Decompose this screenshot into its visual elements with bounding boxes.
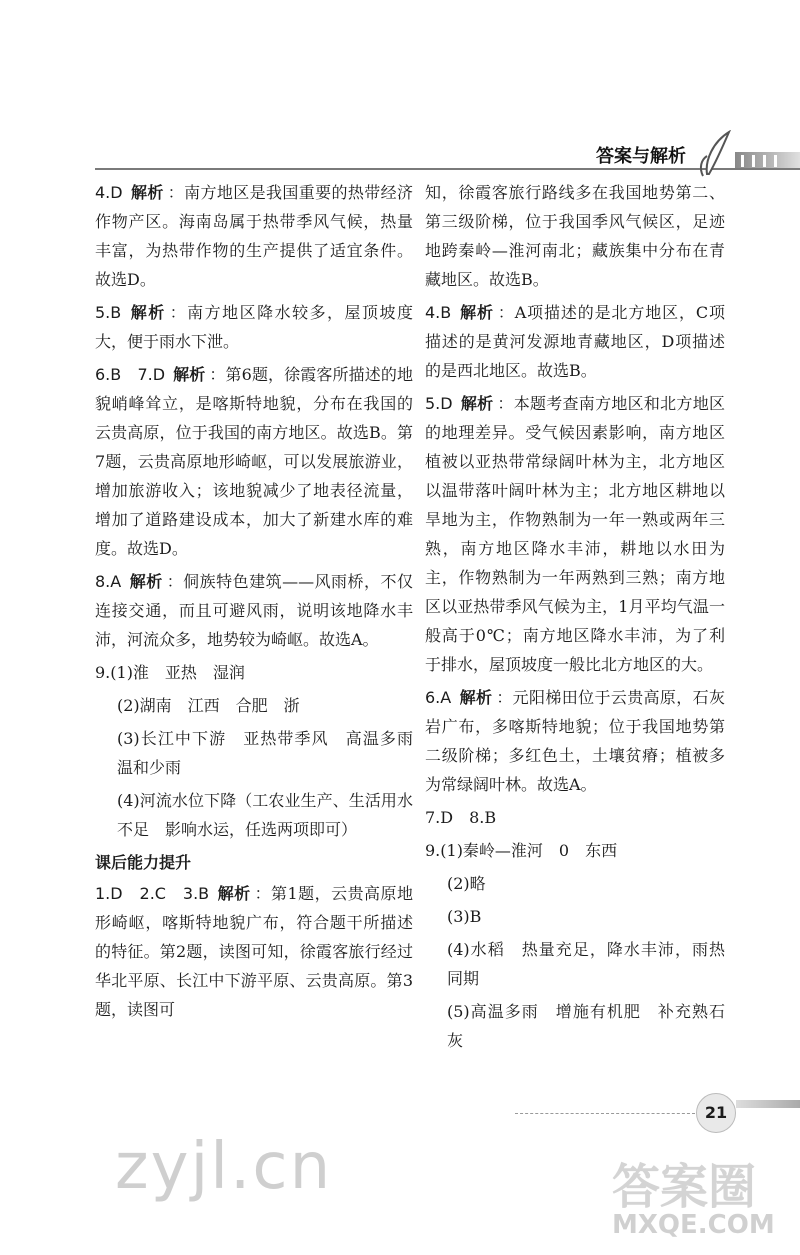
answer-number: 4.D bbox=[95, 183, 123, 202]
analysis-label: 解析 bbox=[460, 394, 494, 413]
answer-item bbox=[95, 724, 430, 782]
answer-item bbox=[95, 786, 413, 844]
page-number: 21 bbox=[696, 1093, 736, 1133]
answer-text: (3)长江中下游 亚热带季风 高温多雨 温和少雨 bbox=[117, 729, 430, 777]
answer-text: (2)略 bbox=[447, 874, 486, 893]
analysis-label: 解析 bbox=[129, 572, 163, 591]
answer-item bbox=[425, 178, 725, 294]
answer-text: 7.D 8.B bbox=[425, 808, 497, 827]
answer-item bbox=[95, 658, 413, 687]
analysis-label: 解析 bbox=[459, 303, 494, 322]
answer-item bbox=[425, 997, 725, 1055]
answer-text: (4)水稻 热量充足，降水丰沛，雨热同期 bbox=[447, 940, 725, 988]
answer-item bbox=[95, 178, 413, 294]
answer-item bbox=[425, 389, 725, 679]
answer-text: ：第1题，云贵高原地形崎岖，喀斯特地貌广布，符合题干所描述的特征。第2题，读图可知，徐霞客旅行经过华北平原、长江中下游平原、云贵高原。第3题，读图可 bbox=[95, 884, 413, 1019]
answer-text: ：第6题，徐霞客所描述的地貌峭峰耸立，是喀斯特地貌，分布在我国的云贵高原，位于我国的南方地区。故选B。第7题，云贵高原地形崎岖，可以发展旅游业，增加旅游收入；该地貌减少了地表径流量，增加了道路建设成本，加大了新建水库的难度。故选D。 bbox=[95, 365, 413, 558]
analysis-label: 解析 bbox=[173, 365, 206, 384]
left-column bbox=[95, 178, 430, 1028]
answer-text: ：侗族特色建筑——风雨桥，不仅连接交通，而且可避风雨，说明该地降水丰沛，河流众多，地势较为崎岖。故选A。 bbox=[95, 572, 413, 649]
section-title: 课后能力提升 bbox=[95, 853, 192, 872]
answer-text: 9.(1)淮 亚热 湿润 bbox=[95, 663, 245, 682]
quill-pen-icon bbox=[695, 130, 735, 180]
analysis-label: 解析 bbox=[217, 884, 251, 903]
answer-number: 6.B 7.D bbox=[95, 365, 166, 384]
answer-text: (2)湖南 江西 合肥 浙 bbox=[117, 696, 300, 715]
analysis-label: 解析 bbox=[459, 688, 493, 707]
answer-text: (5)高温多雨 增施有机肥 补充熟石灰 bbox=[447, 1002, 725, 1050]
watermark-url: MXQE.COM bbox=[612, 1210, 775, 1240]
analysis-label: 解析 bbox=[130, 183, 164, 202]
watermark-left: zyjl.cn bbox=[115, 1130, 333, 1204]
right-column bbox=[425, 178, 725, 1059]
answer-text: ：本题考查南方地区和北方地区的地理差异。受气候因素影响，南方地区植被以亚热带常绿阔叶林为主，北方地区以温带落叶阔叶林为主；北方地区耕地以旱地为主，作物熟制为一年一熟或两年三熟，南方地区降水丰沛，耕地以水田为主，作物熟制为一年两熟到三熟；南方地区以亚热带季风气候为主，1月平均气温一般高于0℃；南方地区降水丰沛，为了利于排水，屋顶坡度一般比北方地区的大。 bbox=[425, 394, 725, 674]
header-title: 答案与解析 bbox=[590, 142, 692, 168]
answer-item bbox=[95, 691, 413, 720]
answer-text: 9.(1)秦岭—淮河 0 东西 bbox=[425, 841, 618, 860]
answer-number: 5.D bbox=[425, 394, 453, 413]
answer-item bbox=[425, 869, 725, 898]
answer-item bbox=[95, 360, 413, 563]
answer-item bbox=[425, 298, 725, 385]
answer-number: 6.A bbox=[425, 688, 452, 707]
answer-number: 5.B bbox=[95, 303, 122, 322]
answer-item bbox=[425, 803, 725, 832]
answer-number: 8.A bbox=[95, 572, 122, 591]
answer-item bbox=[425, 902, 725, 931]
answer-item bbox=[95, 567, 413, 654]
analysis-label: 解析 bbox=[129, 303, 166, 322]
answer-text: 知，徐霞客旅行路线多在我国地势第二、第三级阶梯，位于我国季风气候区，足迹地跨秦岭—淮河南北；藏族集中分布在青藏地区。故选B。 bbox=[425, 183, 725, 289]
answer-text: (3)B bbox=[447, 907, 482, 926]
answer-text: ：A项描述的是北方地区，C项描述的是黄河发源地青藏地区，D项描述的是西北地区。故选B。 bbox=[425, 303, 725, 380]
answer-item bbox=[425, 935, 725, 993]
watermark-right: 答案圈 bbox=[612, 1159, 757, 1215]
answer-text: (4)河流水位下降（工农业生产、生活用水不足 影响水运，任选两项即可） bbox=[117, 791, 413, 839]
footer-rule bbox=[515, 1113, 695, 1114]
answer-text: ：南方地区是我国重要的热带经济作物产区。海南岛属于热带季风气候，热量丰富，为热带作物的生产提供了适宜条件。故选D。 bbox=[95, 183, 413, 289]
header-decor-bar bbox=[735, 152, 800, 168]
answer-item bbox=[95, 298, 413, 356]
answer-text: ：南方地区降水较多，屋顶坡度大，便于雨水下泄。 bbox=[95, 303, 413, 351]
answer-item bbox=[425, 683, 725, 799]
answer-item bbox=[425, 836, 725, 865]
answer-number: 4.B bbox=[425, 303, 452, 322]
answer-item bbox=[95, 879, 413, 1024]
answer-number: 1.D 2.C 3.B bbox=[95, 884, 210, 903]
page-header bbox=[95, 140, 800, 180]
answer-text: ：元阳梯田位于云贵高原，石灰岩广布，多喀斯特地貌；位于我国地势第二级阶梯；多红色土，土壤贫瘠；植被多为常绿阔叶林。故选A。 bbox=[425, 688, 725, 794]
footer-decor-bar bbox=[736, 1100, 800, 1108]
